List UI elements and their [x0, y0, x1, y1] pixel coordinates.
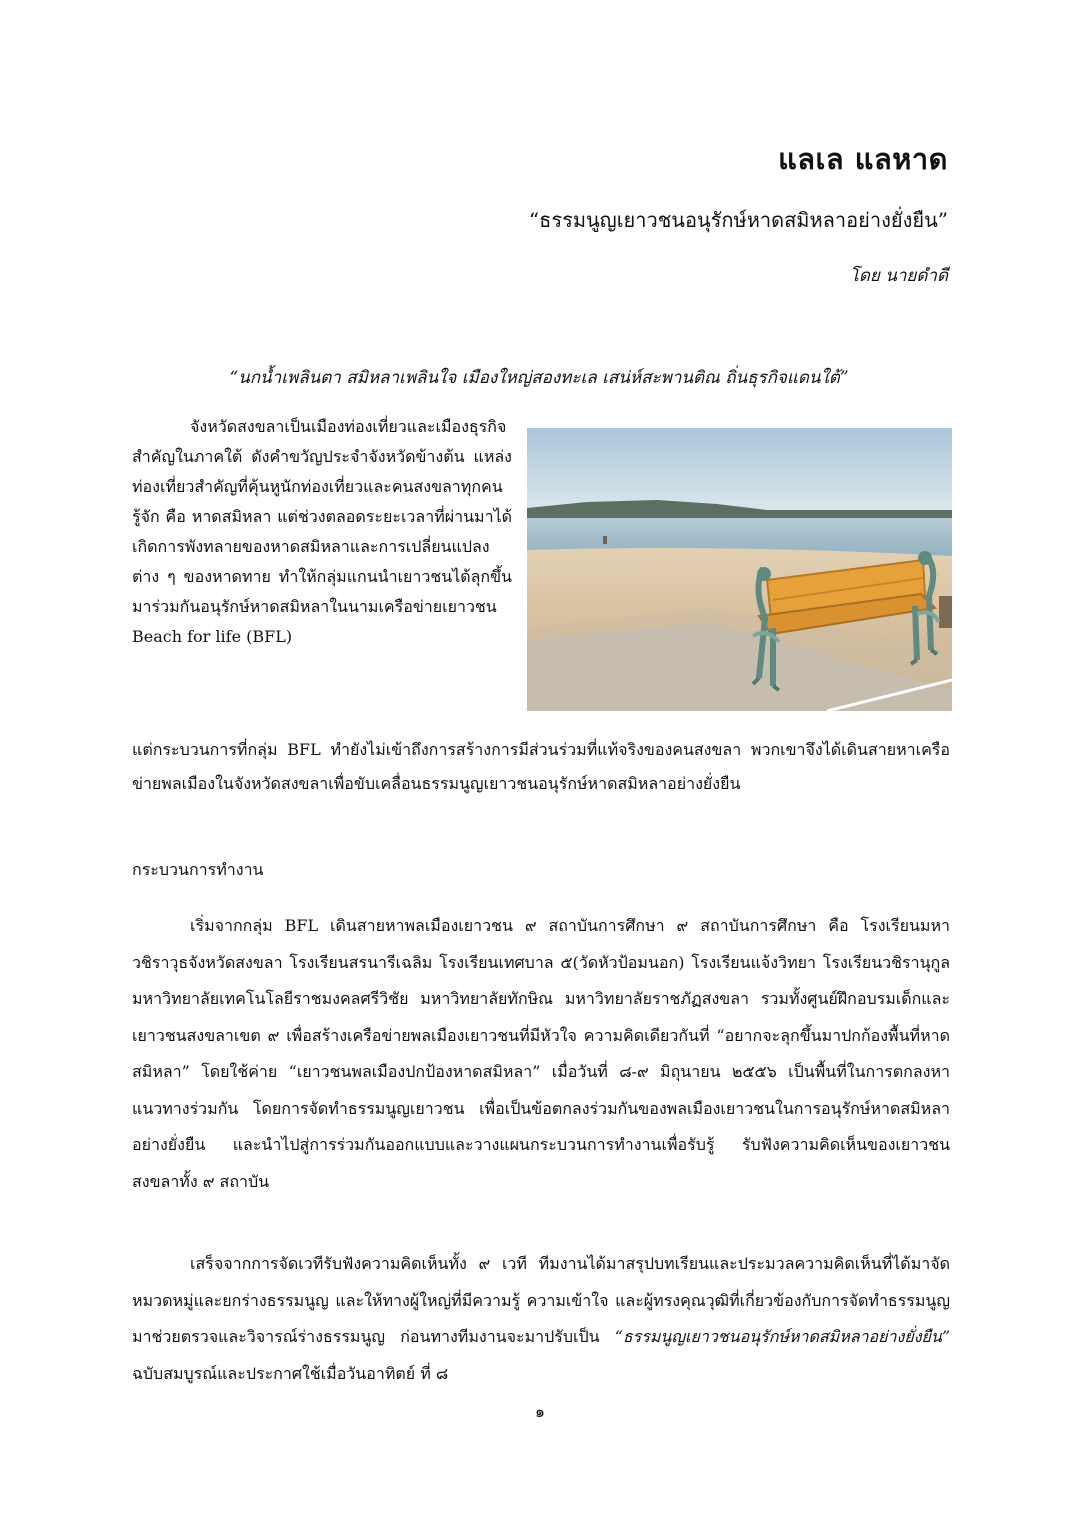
intro-paragraph: จังหวัดสงขลาเป็นเมืองท่องเที่ยวและเมืองธุรกิจสำคัญในภาคใต้ ดังคำขวัญประจำจังหวัดข้างต้น แหล่งท่องเที่ยวสำคัญที่คุ้นหูนักท่องเที่ยวและคนสงขลาทุกคนรู้จัก คือ หาดสมิหลา แต่ช่วงตลอดระยะเวลาที่ผ่านมาได้เกิดการพังทลายของหาดสมิหลาและการเปลี่ยนแปลงต่าง ๆ ของหาดทาย ทำให้กลุ่มแกนนำเยาวชนได้ลุกขึ้นมาร่วมกันอนุรักษ์หาดสมิหลาในนามเครือข่ายเยาวชน Beach for life (BFL) — [132, 417, 512, 646]
paragraph-2-lead: เสร็จจากการจัดเวทีรับฟังความคิดเห็นทั้ง ๙ เวที ทีมงานได้มาสรุปบทเรียนและประมวลความคิดเห็นที่ได้มาจัดหมวดหมู่และยกร่างธรรมนูญ และให้ทางผู้ใหญ่ที่มีความรู้ ความเข้าใจ และผู้ทรงคุณวุฒิที่เกี่ยวข้องกับการจัดทำธรรมนูญมาช่วยตรวจและวิจารณ์ร่างธรรมนูญ ก่อนทางทีมงานจะมาปรับเป็น — [132, 1254, 950, 1346]
author-line: โดย นายดำดี — [849, 266, 948, 286]
body-paragraph-2 — [132, 1246, 950, 1392]
charter-name-emphasis: “ธรรมนูญเยาวชนอนุรักษ์หาดสมิหลาอย่างยั่งยืน” — [614, 1327, 950, 1346]
page-subtitle: “ธรรมนูญเยาวชนอนุรักษ์หาดสมิหลาอย่างยั่งยืน” — [528, 208, 948, 232]
beach-bench-photo — [527, 428, 952, 711]
intro-continued-paragraph: แต่กระบวนการที่กลุ่ม BFL ทำยังไม่เข้าถึงการสร้างการมีส่วนร่วมที่แท้จริงของคนสงขลา พวกเขาจึงได้เดินสายหาเครือข่ายพลเมืองในจังหวัดสงขลาเพื่อขับเคลื่อนธรรมนูญเยาวชนอนุรักษ์หาดสมิหลาอย่างยั่งยืน — [132, 740, 950, 793]
paragraph-2-tail: ฉบับสมบูรณ์และประกาศใช้เมื่อวันอาทิตย์ ที่ ๘ — [132, 1363, 449, 1383]
section-heading: กระบวนการทำงาน — [132, 860, 264, 879]
page-title: แลเล แลหาด — [778, 142, 948, 176]
beach-bench-illustration — [527, 428, 952, 711]
province-motto: “นกน้ำเพลินตา สมิหลาเพลินใจ เมืองใหญ่สองทะเล เสน่ห์สะพานติณ ถิ่นธุรกิจแดนใต้” — [229, 368, 849, 388]
page-number: ๑ — [534, 1402, 546, 1421]
body-paragraph-1: เริ่มจากกลุ่ม BFL เดินสายหาพลเมืองเยาวชน ๙ สถาบันการศึกษา ๙ สถาบันการศึกษา คือ โรงเรียนมหาวชิราวุธจังหวัดสงขลา โรงเรียนสรนารีเฉลิม โรงเรียนเทศบาล ๕(วัดหัวป้อมนอก) โรงเรียนแจ้งวิทยา โรงเรียนวชิรานุกูล มหาวิทยาลัยเทคโนโลยีราชมงคลศรีวิชัย มหาวิทยาลัยทักษิณ มหาวิทยาลัยราชภัฏสงขลา รวมทั้งศูนย์ฝึกอบรมเด็กและเยาวชนสงขลาเขต ๙ เพื่อสร้างเครือข่ายพลเมืองเยาวชนที่มีหัวใจ ความคิดเดียวกันที่ “อยากจะลุกขึ้นมาปกก้องพื้นที่หาดสมิหลา” โดยใช้ค่าย “เยาวชนพลเมืองปกป้องหาดสมิหลา” เมื่อวันที่ ๘-๙ มิถุนายน ๒๕๕๖ เป็นพื้นที่ในการตกลงหาแนวทางร่วมกัน โดยการจัดทำธรรมนูญเยาวชน เพื่อเป็นข้อตกลงร่วมกันของพลเมืองเยาวชนในการอนุรักษ์หาดสมิหลาอย่างยั่งยืน และนำไปสู่การร่วมกันออกแบบและวางแผนกระบวนการทำงานเพื่อรับรู้ รับฟังความคิดเห็นของเยาวชนสงขลาทั้ง ๙ สถาบัน — [132, 916, 950, 1191]
